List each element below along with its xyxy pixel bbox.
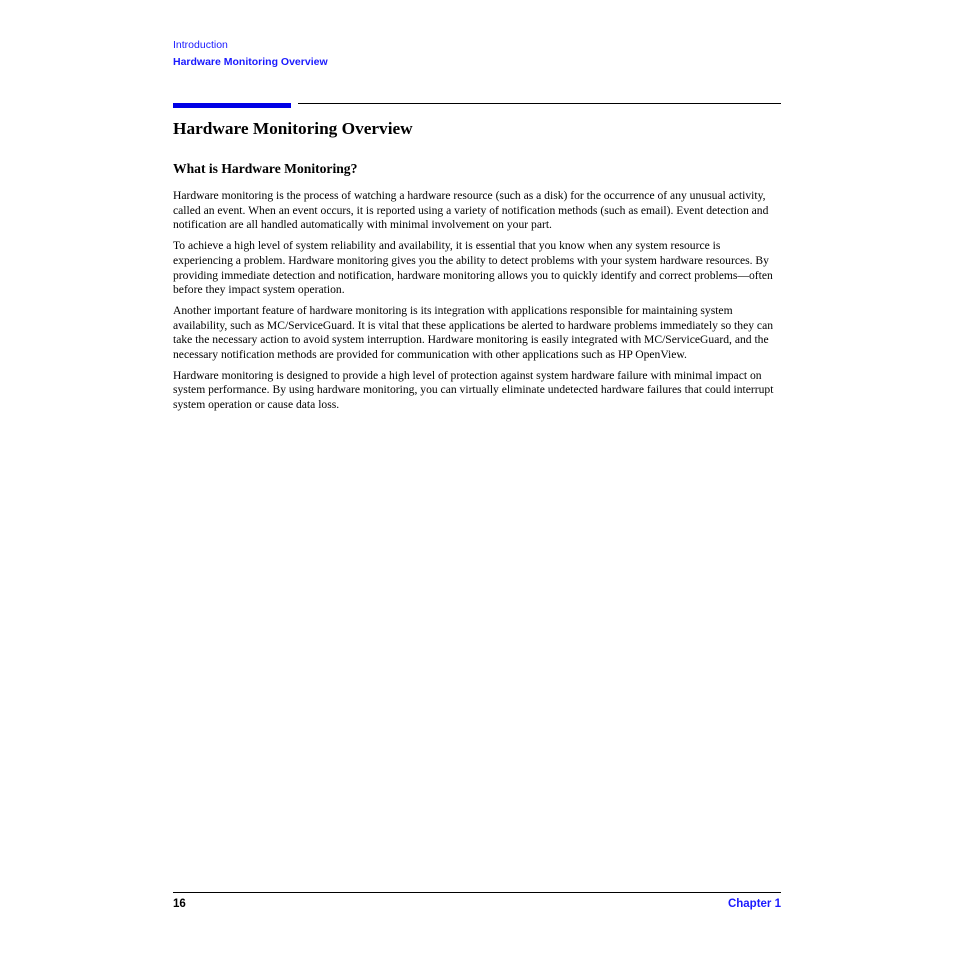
main-content — [173, 118, 783, 413]
page-title: Hardware Monitoring Overview — [173, 119, 413, 138]
subsection-title: What is Hardware Monitoring? — [173, 161, 358, 176]
section-divider-line — [298, 103, 781, 104]
section-accent-bar — [173, 103, 291, 108]
footer-divider-line — [173, 892, 781, 893]
breadcrumb — [173, 37, 328, 71]
body-paragraph-1: Hardware monitoring is the process of watching a hardware resource (such as a disk) for the occurrence of any unusual activity, called an event. When an event occurs, it is reported using a variety of notification methods (such as email). Event detection and notification are all handled automatically with minimal involvement on your part. — [173, 189, 769, 232]
chapter-link[interactable]: Chapter 1 — [727, 898, 781, 910]
body-paragraph-4: Hardware monitoring is designed to provide a high level of protection against system hardware failure with minimal impact on system performance. By using hardware monitoring, you can virtually eliminate undetected hardware failures that could interrupt system operation or cause data loss. — [173, 368, 774, 412]
breadcrumb-section-link[interactable]: Hardware Monitoring Overview — [173, 56, 328, 68]
body-paragraph-2: To achieve a high level of system reliability and availability, it is essential that you know when any system resource is experiencing a problem. Hardware monitoring gives you the ability to detect problems with your system hardware resources. By providing immediate detection and notification, hardware monitoring allows you to quickly identify and correct problems—often before they impact system operation. — [173, 239, 773, 297]
breadcrumb-chapter-link[interactable]: Introduction — [173, 39, 228, 51]
body-paragraph-3: Another important feature of hardware monitoring is its integration with applications responsible for maintaining system availability, such as MC/ServiceGuard. It is vital that these applications be alerted to hardware problems immediately so they can take the necessary action to avoid system interruption. Hardware monitoring is easily integrated with MC/ServiceGuard, and the necessary notification methods are provided for communication with other applications such as HP OpenView. — [173, 303, 774, 362]
page-number: 16 — [173, 898, 186, 910]
